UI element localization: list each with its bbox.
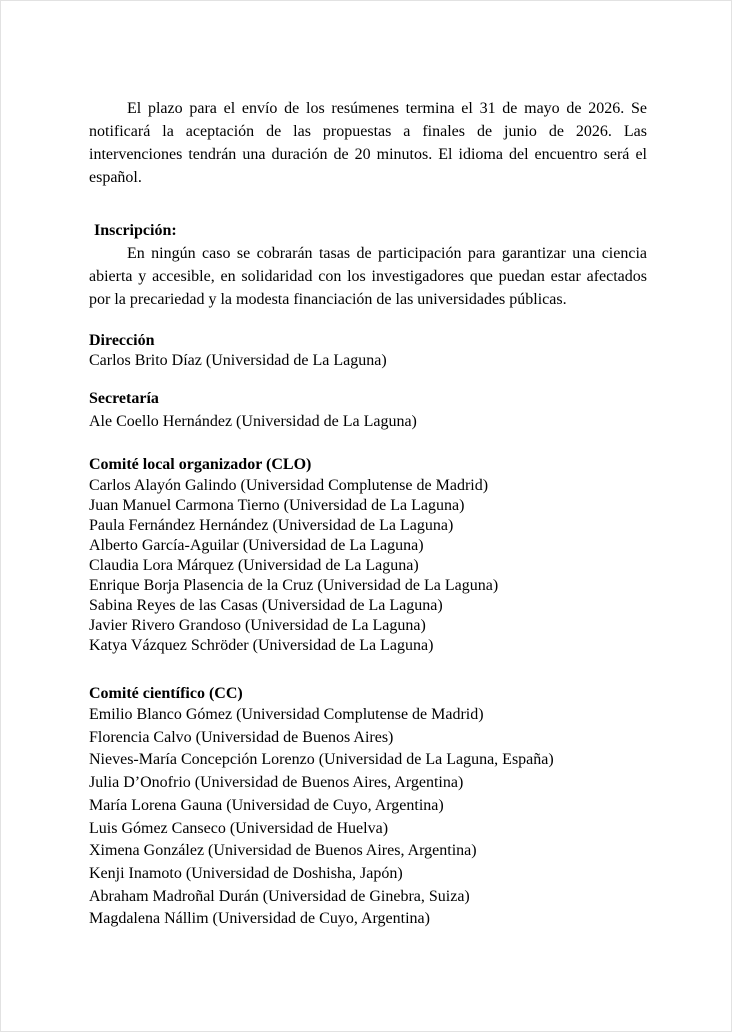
- comite-local-member: Juan Manuel Carmona Tierno (Universidad de La Laguna): [89, 497, 465, 514]
- comite-local-member: Katya Vázquez Schröder (Universidad de La Laguna): [89, 637, 434, 654]
- deadline-paragraph: El plazo para el envío de los resúmenes termina el 31 de mayo de 2026. Se notificará la aceptación de las propuestas a finales de junio de 2026. Las intervenciones tendrán una duración de 20 minutos. El idioma del encuentro será el español.: [89, 100, 647, 186]
- comite-cientifico-member: Julia D’Onofrio (Universidad de Buenos Aires, Argentina): [89, 774, 464, 792]
- comite-cientifico-member: María Lorena Gauna (Universidad de Cuyo, Argentina): [89, 796, 444, 814]
- direccion-heading: Dirección: [89, 332, 155, 349]
- comite-local-member: Enrique Borja Plasencia de la Cruz (Universidad de La Laguna): [89, 577, 499, 594]
- document-content: [89, 97, 647, 931]
- inscripcion-paragraph: En ningún caso se cobrarán tasas de participación para garantizar una ciencia abierta y accesible, en solidaridad con los investigadores que puedan estar afectados por la precariedad y la modesta financiación de las universidades públicas.: [89, 245, 647, 308]
- comite-local-heading: Comité local organizador (CLO): [89, 456, 312, 473]
- comite-local-member: Carlos Alayón Galindo (Universidad Complutense de Madrid): [89, 477, 489, 494]
- comite-cientifico-list: [89, 704, 647, 931]
- comite-cientifico-member: Luis Gómez Canseco (Universidad de Huelva): [89, 819, 389, 837]
- comite-cientifico-heading: Comité científico (CC): [89, 685, 243, 702]
- comite-local-member: Alberto García-Aguilar (Universidad de La Laguna): [89, 537, 424, 554]
- comite-cientifico-member: Nieves-María Concepción Lorenzo (Universidad de La Laguna, España): [89, 751, 554, 769]
- direccion-member: Carlos Brito Díaz (Universidad de La Laguna): [89, 352, 387, 369]
- comite-cientifico-member: Ximena González (Universidad de Buenos Aires, Argentina): [89, 842, 477, 860]
- comite-local-member: Claudia Lora Márquez (Universidad de La Laguna): [89, 557, 419, 574]
- comite-cientifico-member: Abraham Madroñal Durán (Universidad de Ginebra, Suiza): [89, 887, 470, 905]
- comite-cientifico-member: Emilio Blanco Gómez (Universidad Complutense de Madrid): [89, 706, 484, 723]
- comite-cientifico-member: Florencia Calvo (Universidad de Buenos Aires): [89, 728, 394, 746]
- comite-local-member: Paula Fernández Hernández (Universidad de La Laguna): [89, 517, 454, 534]
- inscripcion-heading: Inscripción:: [94, 222, 177, 239]
- comite-local-member: Javier Rivero Grandoso (Universidad de La Laguna): [89, 617, 426, 634]
- secretaria-member: Ale Coello Hernández (Universidad de La Laguna): [89, 413, 417, 430]
- comite-cientifico-member: Magdalena Nállim (Universidad de Cuyo, Argentina): [89, 910, 430, 928]
- comite-cientifico-member: Kenji Inamoto (Universidad de Doshisha, Japón): [89, 864, 403, 882]
- comite-local-list: [89, 476, 647, 656]
- comite-local-member: Sabina Reyes de las Casas (Universidad de La Laguna): [89, 597, 443, 614]
- secretaria-heading: Secretaría: [89, 390, 159, 407]
